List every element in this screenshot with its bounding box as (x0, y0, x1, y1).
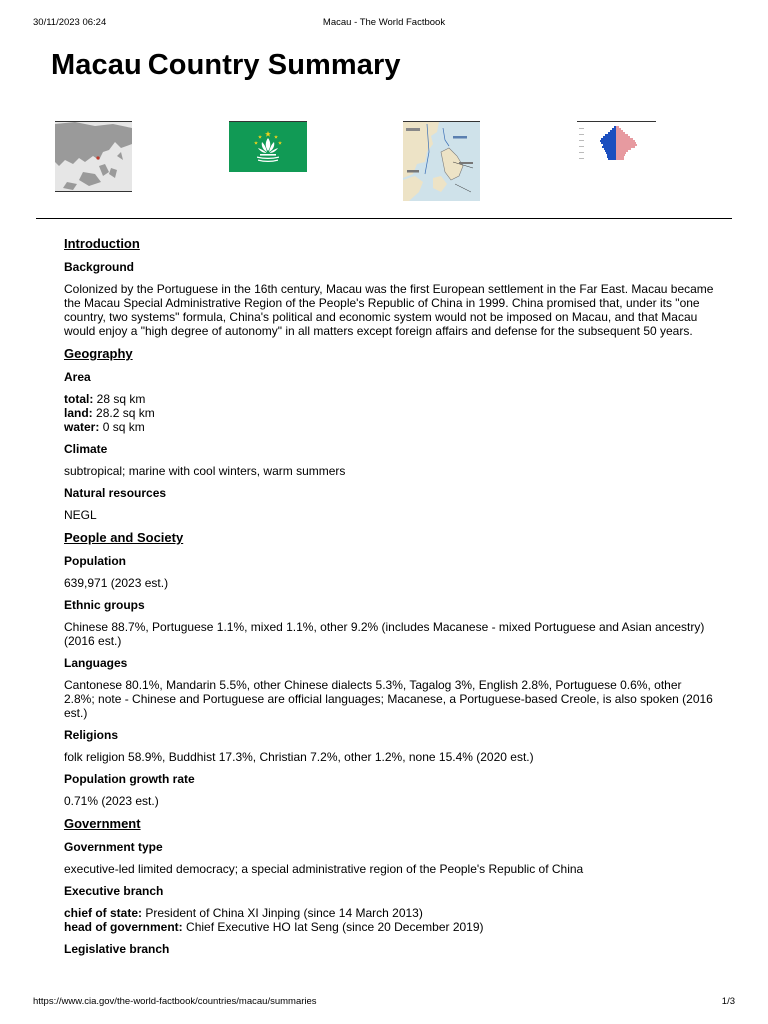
field-title-climate: Climate (64, 442, 108, 456)
chief-of-state (64, 906, 714, 920)
section-title-introduction: Introduction (64, 236, 140, 251)
page-url: https://www.cia.gov/the-world-factbook/countries/macau/summaries (33, 996, 317, 1007)
locator-map-image (403, 122, 480, 201)
area-water-key: water: (64, 420, 100, 434)
ethnic-groups-text: Chinese 88.7%, Portuguese 1.1%, mixed 1.1%, other 9.2% (includes Macanese - mixed Portuguese and Asian ancestry) (2016 est.) (64, 620, 705, 648)
field-title-area: Area (64, 370, 91, 384)
population-pyramid-image (577, 122, 656, 166)
region-map-thumbnail[interactable] (55, 121, 132, 192)
country-name: Macau (51, 49, 142, 81)
flag-thumbnail[interactable] (229, 121, 307, 172)
head-of-government (64, 920, 714, 934)
print-page-title: Macau - The World Factbook (322, 17, 446, 28)
natural-resources-text: NEGL (64, 508, 97, 522)
field-title-languages: Languages (64, 656, 128, 670)
section-title-people-and-society: People and Society (64, 530, 184, 545)
print-header (33, 17, 735, 29)
area-land-key: land: (64, 406, 93, 420)
field-title-religions: Religions (64, 728, 119, 742)
area-water (64, 420, 714, 434)
religions-text: folk religion 58.9%, Buddhist 17.3%, Christian 7.2%, other 1.2%, none 15.4% (2020 est.) (64, 750, 534, 764)
field-title-executive-branch: Executive branch (64, 884, 164, 898)
summary-content (64, 236, 714, 964)
field-title-ethnic-groups: Ethnic groups (64, 598, 145, 612)
languages-text: Cantonese 80.1%, Mandarin 5.5%, other Chinese dialects 5.3%, Tagalog 3%, English 2.8%, Portuguese 0.6%, other 2.8%; note - Chinese and Portuguese are official languages; Macanese, a Portuguese-based Creole, is also spoken (2016 est.) (64, 678, 713, 720)
title-suffix: Country Summary (147, 49, 401, 81)
background-text: Colonized by the Portuguese in the 16th century, Macau was the first European settlement in the Far East. Macau became the Macau Special Administrative Region of the People's Republic of China in 1999. China promised that, under its "one country, two systems" formula, China's political and economic system would not be imposed on Macau, and that Macau would enjoy a "high degree of autonomy" in all matters except foreign affairs and defense for the subsequent 50 years. (64, 282, 714, 338)
population-text: 639,971 (2023 est.) (64, 576, 169, 590)
page-title (51, 49, 401, 82)
field-title-natural-resources: Natural resources (64, 486, 167, 500)
section-title-government: Government (64, 816, 141, 831)
area-total-value: 28 sq km (96, 392, 146, 406)
locator-map-thumbnail[interactable] (403, 121, 480, 201)
chief-of-state-key: chief of state: (64, 906, 143, 920)
area-land-value: 28.2 sq km (96, 406, 155, 420)
executive-branch-values (64, 906, 714, 934)
head-of-government-key: head of government: (64, 920, 183, 934)
header-divider (36, 218, 732, 219)
government-type-text: executive-led limited democracy; a special administrative region of the People's Republic of China (64, 862, 584, 876)
head-of-government-value: Chief Executive HO Iat Seng (since 20 December 2019) (186, 920, 484, 934)
area-total-key: total: (64, 392, 94, 406)
field-title-population-growth-rate: Population growth rate (64, 772, 195, 786)
print-footer (33, 996, 735, 1008)
field-title-population: Population (64, 554, 126, 568)
population-growth-rate-text: 0.71% (2023 est.) (64, 794, 159, 808)
area-total (64, 392, 714, 406)
area-water-value: 0 sq km (102, 420, 145, 434)
climate-text: subtropical; marine with cool winters, warm summers (64, 464, 346, 478)
area-land (64, 406, 714, 420)
area-values (64, 392, 714, 434)
population-pyramid-thumbnail[interactable] (577, 121, 656, 166)
field-title-government-type: Government type (64, 840, 163, 854)
section-title-geography: Geography (64, 346, 133, 361)
chief-of-state-value: President of China XI Jinping (since 14 March 2013) (145, 906, 423, 920)
field-title-legislative-branch: Legislative branch (64, 942, 170, 956)
region-map-image (55, 122, 132, 191)
print-date: 30/11/2023 06:24 (33, 17, 107, 28)
field-title-background: Background (64, 260, 135, 274)
page-number: 1/3 (721, 996, 735, 1007)
flag-image (229, 122, 307, 172)
